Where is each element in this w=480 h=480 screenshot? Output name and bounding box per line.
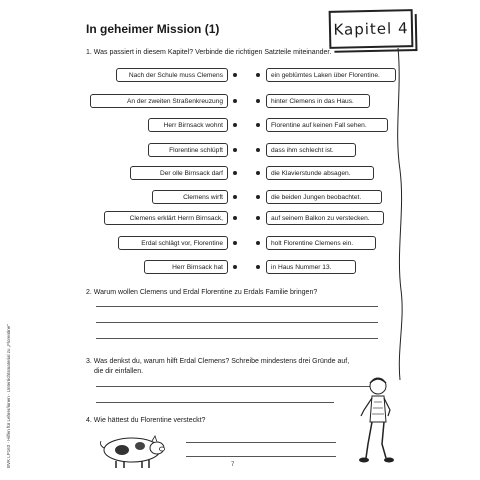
- chapter-label-text: Kapitel 4: [333, 19, 409, 39]
- answer-line[interactable]: [96, 306, 378, 307]
- boy-illustration: [352, 376, 402, 466]
- question-3: 3. Was denkst du, warum hilft Erdal Clemens? Schreibe mindestens drei Gründe auf,: [86, 358, 350, 365]
- connect-dot[interactable]: [256, 216, 260, 220]
- worksheet-title: In geheimer Mission (1): [86, 22, 220, 36]
- answer-line[interactable]: [96, 386, 378, 387]
- answer-line[interactable]: [96, 402, 334, 403]
- answer-line[interactable]: [186, 442, 336, 443]
- answer-line[interactable]: [186, 456, 336, 457]
- left-part-5[interactable]: Der olle Birnsack darf: [130, 166, 228, 180]
- connect-dot[interactable]: [233, 73, 237, 77]
- question-1: 1. Was passiert in diesem Kapitel? Verbinde die richtigen Satzteile miteinander.: [86, 49, 332, 56]
- left-part-7[interactable]: Clemens erklärt Herrn Birnsack,: [104, 211, 228, 225]
- left-part-3[interactable]: Herr Birnsack wohnt: [148, 118, 228, 132]
- connect-dot[interactable]: [256, 123, 260, 127]
- connect-dot[interactable]: [233, 123, 237, 127]
- connect-dot[interactable]: [233, 241, 237, 245]
- connect-dot[interactable]: [256, 148, 260, 152]
- right-part-8[interactable]: holt Florentine Clemens ein.: [266, 236, 376, 250]
- right-part-4[interactable]: dass ihm schlecht ist.: [266, 143, 356, 157]
- question-4: 4. Wie hättest du Florentine versteckt?: [86, 417, 206, 424]
- connect-dot[interactable]: [256, 195, 260, 199]
- question-3-continued: die dir einfallen.: [94, 368, 144, 375]
- page-number: 7: [231, 462, 235, 468]
- connect-dot[interactable]: [233, 171, 237, 175]
- connect-dot[interactable]: [256, 99, 260, 103]
- answer-line[interactable]: [96, 338, 378, 339]
- connect-dot[interactable]: [256, 265, 260, 269]
- answer-line[interactable]: [96, 322, 378, 323]
- left-part-8[interactable]: Erdal schlägt vor, Florentine: [118, 236, 228, 250]
- right-part-2[interactable]: hinter Clemens in das Haus.: [266, 94, 370, 108]
- question-2: 2. Warum wollen Clemens und Erdal Florentine zu Erdals Familie bringen?: [86, 289, 318, 296]
- copyright-note: BVK LP163 · Hilfen für Lehrer/innen · Unterrichtsmaterial zu „Florentine“: [6, 324, 11, 468]
- right-part-7[interactable]: auf seinem Balkon zu verstecken.: [266, 211, 384, 225]
- left-part-9[interactable]: Herr Birnsack hat: [144, 260, 228, 274]
- left-part-4[interactable]: Florentine schlüpft: [148, 143, 228, 157]
- connect-dot[interactable]: [233, 99, 237, 103]
- left-part-6[interactable]: Clemens wirft: [152, 190, 228, 204]
- connect-dot[interactable]: [256, 73, 260, 77]
- connect-dot[interactable]: [233, 216, 237, 220]
- pig-illustration: [92, 430, 172, 470]
- right-part-3[interactable]: Florentine auf keinen Fall sehen.: [266, 118, 388, 132]
- connect-dot[interactable]: [256, 241, 260, 245]
- left-part-1[interactable]: Nach der Schule muss Clemens: [116, 68, 228, 82]
- connect-dot[interactable]: [233, 195, 237, 199]
- right-part-6[interactable]: die beiden Jungen beobachtet.: [266, 190, 382, 204]
- right-part-1[interactable]: ein geblümtes Laken über Florentine.: [266, 68, 396, 82]
- connect-dot[interactable]: [233, 148, 237, 152]
- right-part-5[interactable]: die Klavierstunde absagen.: [266, 166, 374, 180]
- left-part-2[interactable]: An der zweiten Straßenkreuzung: [90, 94, 228, 108]
- right-part-9[interactable]: in Haus Nummer 13.: [266, 260, 356, 274]
- connect-dot[interactable]: [256, 171, 260, 175]
- connect-dot[interactable]: [233, 265, 237, 269]
